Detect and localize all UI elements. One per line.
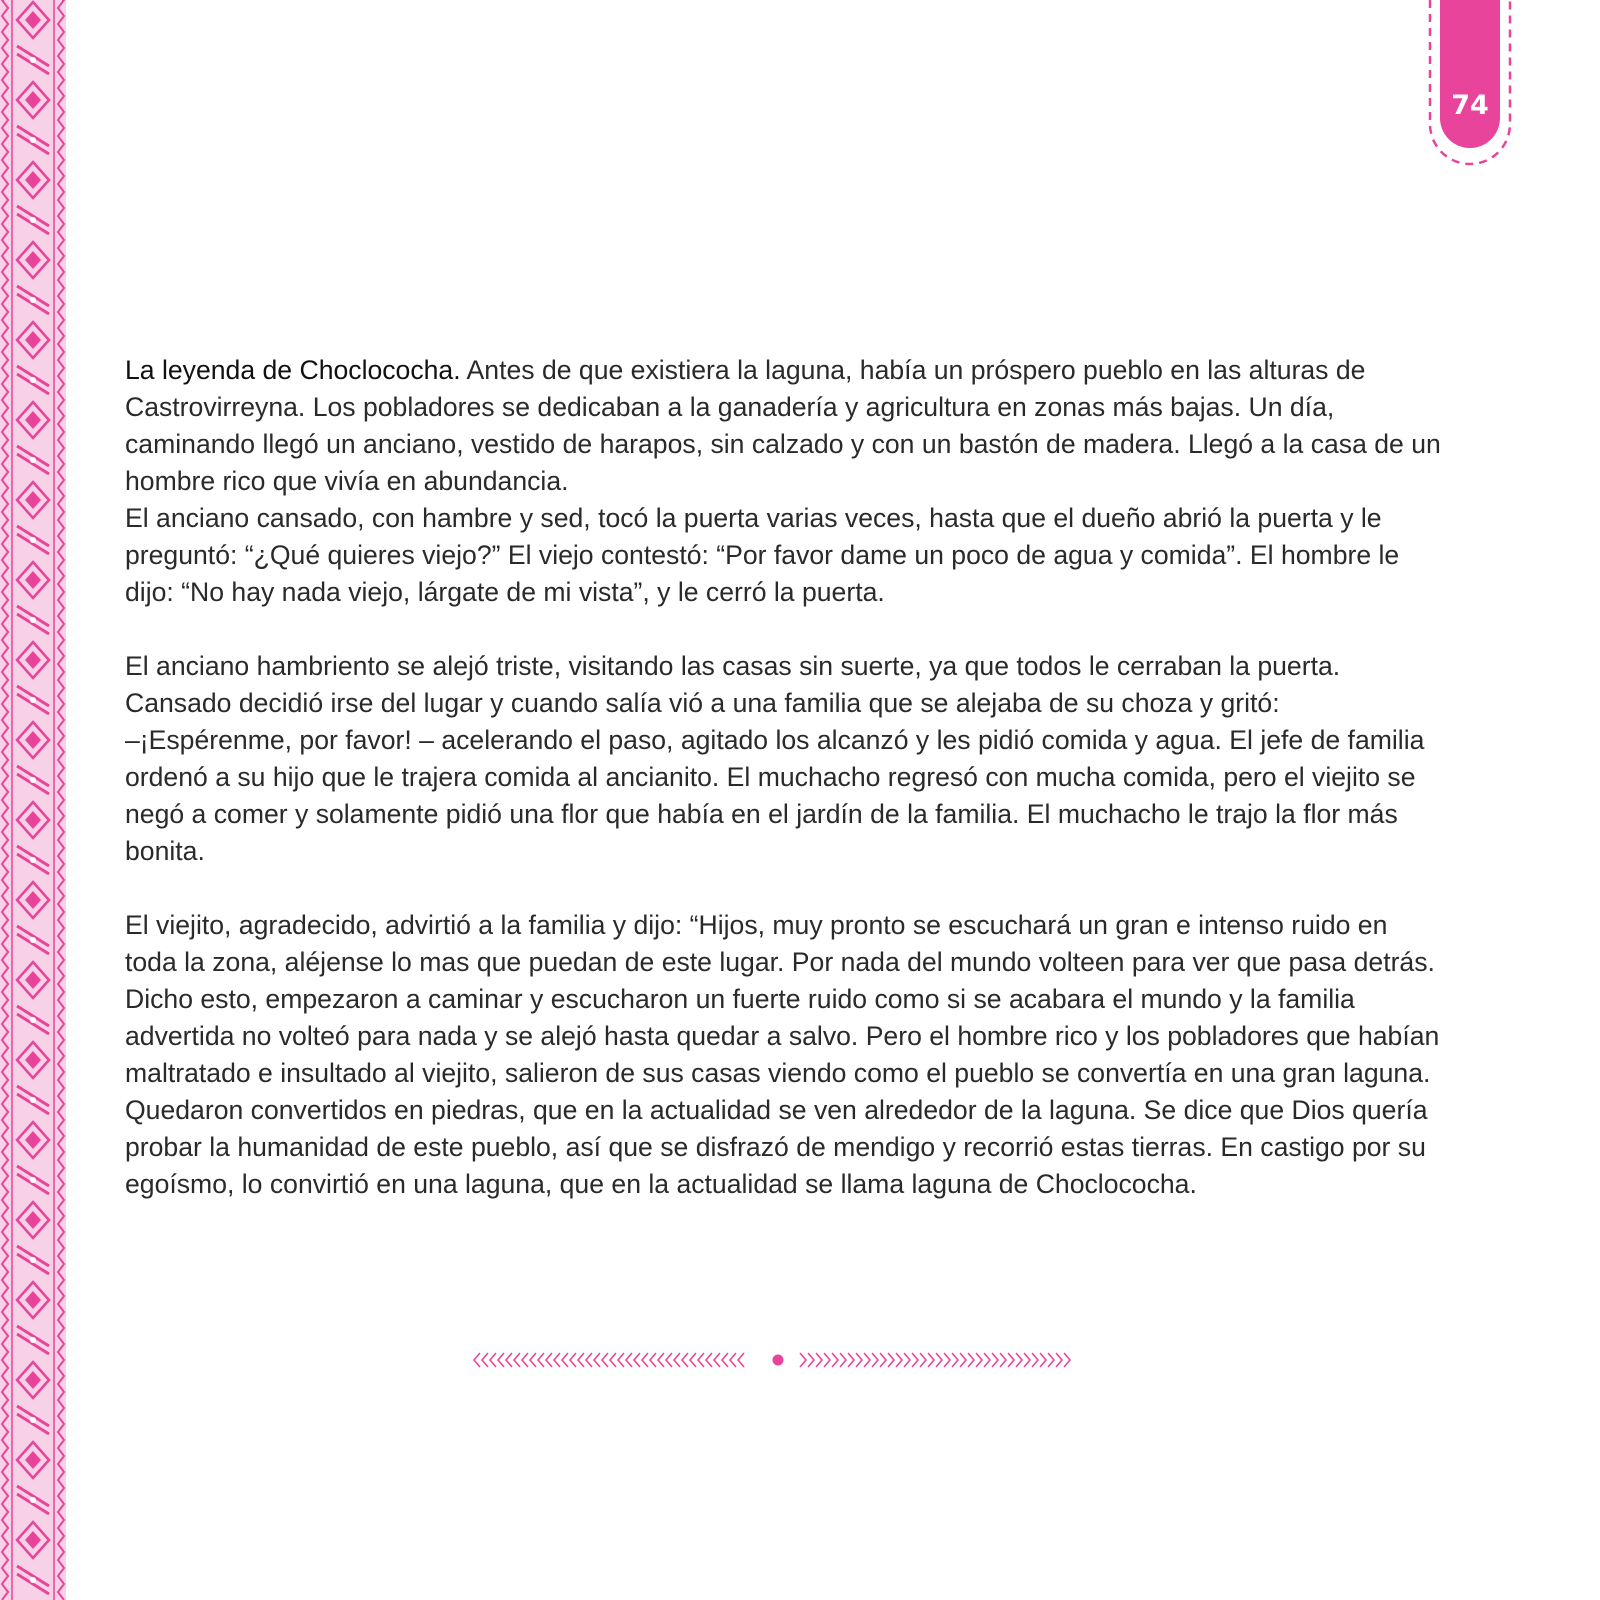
paragraph-1 [125, 352, 1445, 500]
paragraph-2: El anciano cansado, con hambre y sed, tocó la puerta varias veces, hasta que el dueño abrió la puerta y le preguntó: “¿Qué quieres viejo?” El viejo contestó: “Por favor dame un poco de agua y comida”. El hombre le dijo: “No hay nada viejo, lárgate de mi vista”, y le cerró la puerta. [125, 503, 1400, 607]
page-number: 74 [1451, 90, 1489, 121]
decorative-side-border [0, 0, 66, 1600]
legend-title: La leyenda de Choclococha. [125, 355, 461, 385]
woven-pattern-icon [0, 0, 66, 1600]
paragraph-gap [125, 870, 1445, 907]
end-ornament [470, 1346, 1090, 1374]
paragraph-3: El anciano hambriento se alejó triste, visitando las casas sin suerte, ya que todos le cerraban la puerta. Cansado decidió irse del lugar y cuando salía vió a una familia que se alejaba de su choza y gritó: [125, 651, 1341, 718]
page-tab-icon [1428, 0, 1512, 166]
paragraph-gap [125, 611, 1445, 648]
paragraph-5: El viejito, agradecido, advirtió a la familia y dijo: “Hijos, muy pronto se escuchará un gran e intenso ruido en toda la zona, aléjense lo mas que puedan de este lugar. Por nada del mundo volteen para ver que pasa detrás. Dicho esto, empezaron a caminar y escucharon un fuerte ruido como si se acabara el mundo y la familia advertida no volteó para nada y se alejó hasta quedar a salvo. Pero el hombre rico y los pobladores que habían maltratado e insultado al viejito, salieron de sus casas viendo como el pueblo se convertía en una gran laguna. Quedaron convertidos en piedras, que en la actualidad se ven alrededor de la laguna. Se dice que Dios quería probar la humanidad de este pueblo, así que se disfrazó de mendigo y recorrió estas tierras. En castigo por su egoísmo, lo convirtió en una laguna, que en la actualidad se llama laguna de Choclococha. [125, 910, 1440, 1199]
page-number-tab [1428, 0, 1512, 166]
legend-text [125, 352, 1445, 1203]
paragraph-4: –¡Espérenme, por favor! – acelerando el paso, agitado los alcanzó y les pidió comida y agua. El jefe de familia ordenó a su hijo que le trajera comida al ancianito. El muchacho regresó con mucha comida, pero el viejito se negó a comer y solamente pidió una flor que había en el jardín de la familia. El muchacho le trajo la flor más bonita. [125, 725, 1425, 866]
paragraph-1-text: Antes de que existiera la laguna, había un próspero pueblo en las alturas de Castrovirreyna. Los pobladores se dedicaban a la ganadería y agricultura en zonas más bajas. Un día, caminando llegó un anciano, vestido de harapos, sin calzado y con un bastón de madera. Llegó a la casa de un hombre rico que vivía en abundancia. [125, 355, 1441, 496]
chevron-ornament-icon [470, 1346, 1090, 1374]
